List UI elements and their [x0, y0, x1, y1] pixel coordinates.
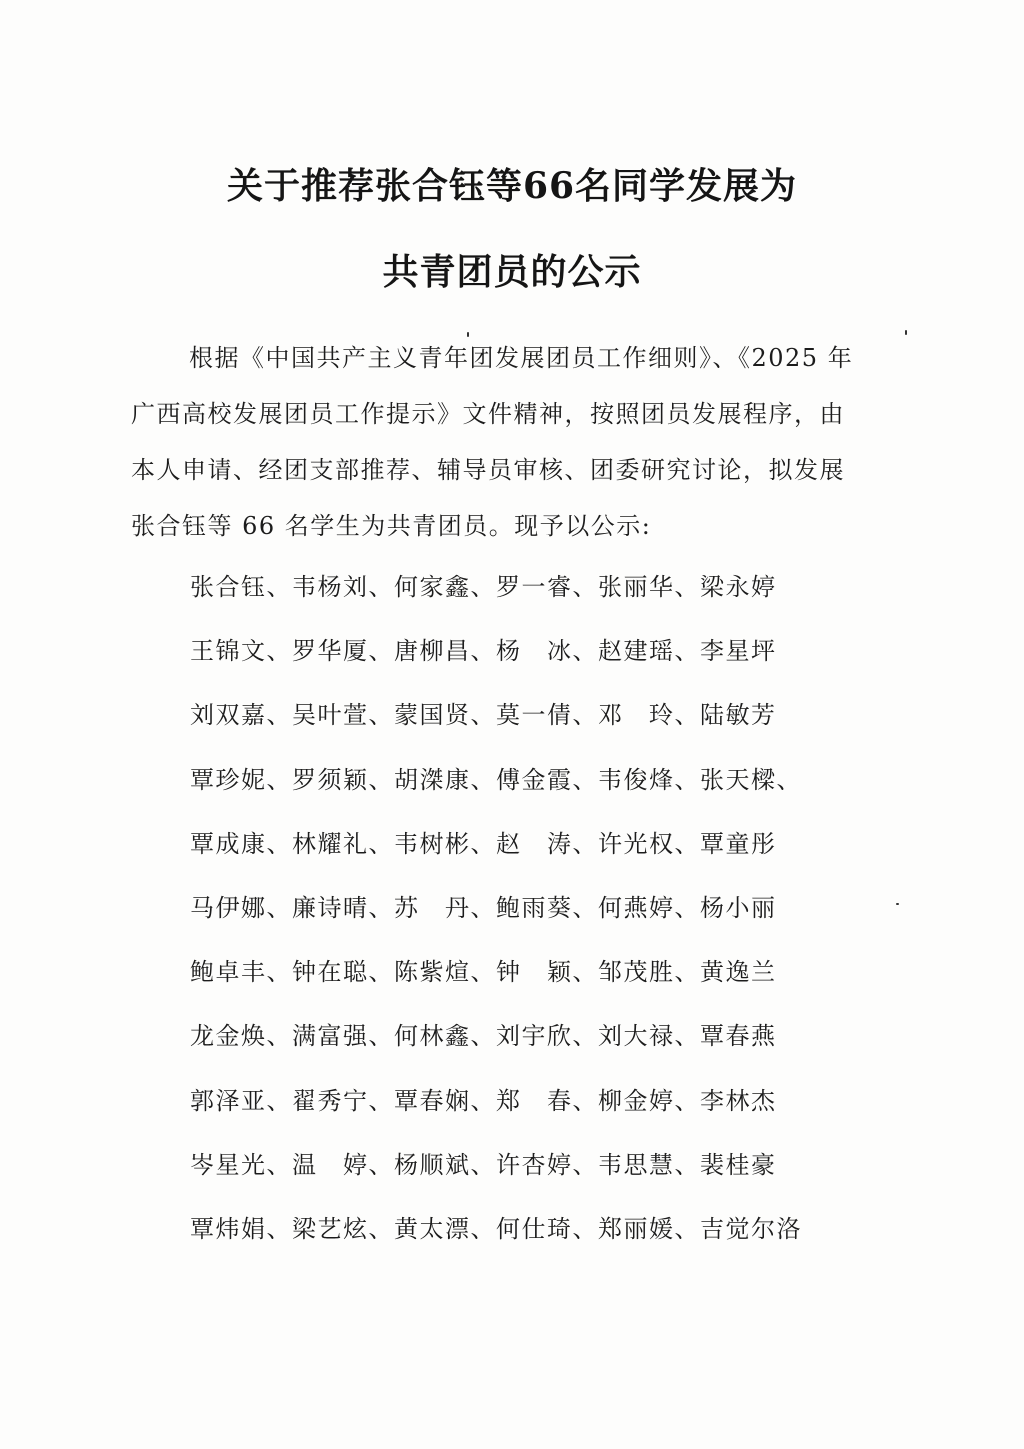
paragraph-line: 广西高校发展团员工作提示》文件精神，按照团员发展程序，由 — [131, 400, 845, 428]
name-row: 张合钰、韦杨刘、何家鑫、罗一睿、张丽华、梁永婷 — [190, 573, 777, 601]
document-title-line-2: 共青团员的公示 — [382, 251, 642, 293]
name-row: 马伊娜、廉诗晴、苏 丹、鲍雨葵、何燕婷、杨小丽 — [190, 893, 777, 922]
scan-speck — [905, 330, 907, 335]
name-row: 王锦文、罗华厦、唐柳昌、杨 冰、赵建瑶、李星坪 — [190, 637, 777, 666]
paragraph-line: 本人申请、经团支部推荐、辅导员审核、团委研究讨论，拟发展 — [131, 456, 845, 484]
paragraph-line: 张合钰等 66 名学生为共青团员。现予以公示: — [131, 512, 652, 540]
name-row: 郭泽亚、翟秀宁、覃春娴、郑 春、柳金婷、李林杰 — [190, 1086, 777, 1115]
name-row: 覃珍妮、罗须颖、胡滐康、傅金霞、韦俊烽、张天樑、 — [190, 765, 802, 794]
scan-speck — [896, 903, 899, 905]
name-row: 岑星光、温 婷、杨顺斌、许杏婷、韦思慧、裴桂豪 — [190, 1150, 777, 1179]
name-row: 龙金焕、满富强、何林鑫、刘宇欣、刘大禄、覃春燕 — [190, 1022, 777, 1051]
scan-speck — [467, 332, 469, 337]
document-title-line-1: 关于推荐张合钰等66名同学发展为 — [226, 165, 798, 207]
name-row: 刘双嘉、吴叶萱、蒙国贤、莫一倩、邓 玲、陆敏芳 — [190, 701, 777, 730]
name-row: 鲍卓丰、钟在聪、陈紫煊、钟 颖、邹茂胜、黄逸兰 — [190, 958, 777, 987]
name-list — [190, 562, 890, 1268]
name-row: 覃成康、林耀礼、韦树彬、赵 涛、许光权、覃童彤 — [190, 829, 777, 858]
intro-paragraph — [131, 330, 901, 554]
paragraph-line: 根据《中国共产主义青年团发展团员工作细则》、《2025 年 — [189, 344, 854, 372]
name-row: 覃炜娟、梁艺炫、黄太漂、何仕琦、郑丽媛、吉觉尔洛 — [190, 1214, 802, 1243]
